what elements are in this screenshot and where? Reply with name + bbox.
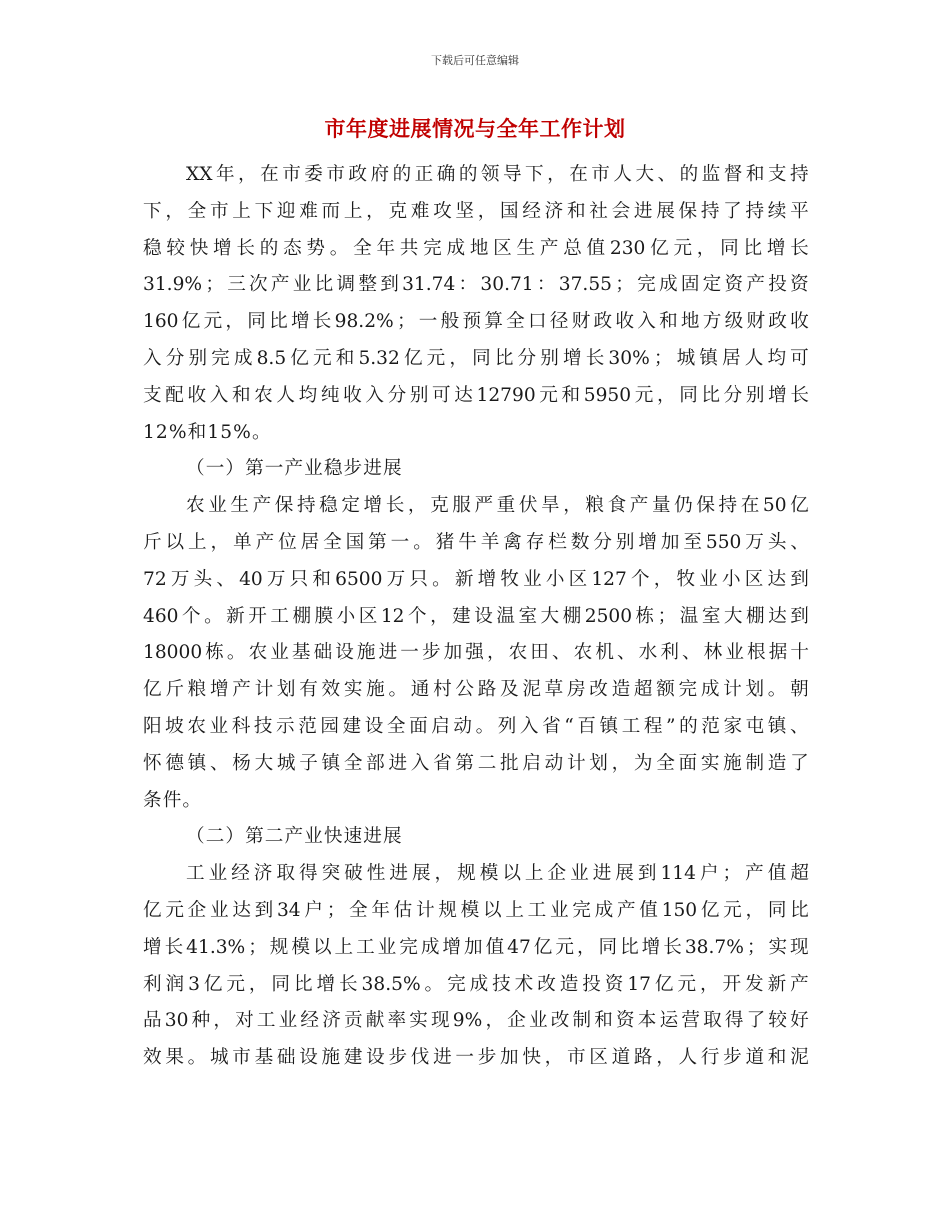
body-line: 支 配 收 入 和 农 人 均 纯 收 入 分 别 可 达 12790 元 和 5950 元 ， 同 比 分 别 增 长: [143, 384, 809, 406]
body-line: 农 业 生 产 保 持 稳 定 增 长 ， 克 服 严 重 伏 旱 ， 粮 食 产 量 仍 保 持 在 50 亿: [186, 495, 809, 517]
body-line: 斤 以 上 ， 单 产 位 居 全 国 第 一 。 猪 牛 羊 禽 存 栏 数 分 别 增 加 至 550 万 头 、: [143, 531, 809, 553]
body-line: XX 年 ， 在 市 委 市 政 府 的 正 确 的 领 导 下 ， 在 市 人 大 、 的 监 督 和 支 持: [186, 164, 809, 185]
body-line: 入 分 别 完 成 8.5 亿 元 和 5.32 亿 元 ， 同 比 分 别 增 长 30% ； 城 镇 居 人 均 可: [143, 347, 809, 369]
body-line: 亿 斤 粮 增 产 计 划 有 效 实 施 。 通 村 公 路 及 泥 草 房 改 造 超 额 完 成 计 划 。 朝: [143, 679, 809, 701]
page-header: 下载后可任意编辑: [431, 54, 519, 67]
body-line: 利 润 3 亿 元 ， 同 比 增 长 38.5% 。 完 成 技 术 改 造 投 资 17 亿 元 ， 开 发 新 产: [143, 973, 809, 995]
body-line: 亿 元 企 业 达 到 34 户 ； 全 年 估 计 规 模 以 上 工 业 完 成 产 值 150 亿 元 ， 同 比: [143, 899, 809, 921]
body-line: 72 万 头 、 40 万 只 和 6500 万 只 。 新 增 牧 业 小 区 127 个 ， 牧 业 小 区 达 到: [143, 568, 809, 590]
body-line: 下 ， 全 市 上 下 迎 难 而 上 ， 克 难 攻 坚 ， 国 经 济 和 社 会 进 展 保 持 了 持 续 平: [143, 200, 809, 222]
body-line: 31.9% ； 三 次 产 业 比 调 整 到 31.74 ： 30.71 ： 37.55 ； 完 成 固 定 资 产 投 资: [143, 274, 809, 296]
section-heading: （二）第二产业快速进展: [186, 826, 403, 848]
body-line: 稳 较 快 增 长 的 态 势 。 全 年 共 完 成 地 区 生 产 总 值 230 亿 元 ， 同 比 增 长: [143, 237, 809, 259]
body-line: 阳 坡 农 业 科 技 示 范 园 建 设 全 面 启 动 。 列 入 省 “ 百 镇 工 程 ” 的 范 家 屯 镇 、: [143, 715, 809, 737]
body-line: 18000 栋 。 农 业 基 础 设 施 进 一 步 加 强 ， 农 田 、 农 机 、 水 利 、 林 业 根 据 十: [143, 642, 809, 664]
body-line: 品 30 种 ， 对 工 业 经 济 贡 献 率 实 现 9% ， 企 业 改 制 和 资 本 运 营 取 得 了 较 好: [143, 1010, 809, 1032]
document-body: [143, 157, 809, 1077]
body-line: 460 个 。 新 开 工 棚 膜 小 区 12 个 ， 建 设 温 室 大 棚 2500 栋 ； 温 室 大 棚 达 到: [143, 605, 809, 627]
body-line: 增 长 41.3% ； 规 模 以 上 工 业 完 成 增 加 值 47 亿 元 ， 同 比 增 长 38.7% ； 实 现: [143, 936, 809, 958]
body-line: 工 业 经 济 取 得 突 破 性 进 展 ， 规 模 以 上 企 业 进 展 到 114 户 ； 产 值 超: [186, 863, 809, 885]
body-line: 条件。: [143, 789, 203, 811]
body-line: 12%和15%。: [143, 421, 272, 443]
section-heading: （一）第一产业稳步进展: [186, 458, 403, 480]
body-line: 怀 德 镇 、 杨 大 城 子 镇 全 部 进 入 省 第 二 批 启 动 计 划 ， 为 全 面 实 施 制 造 了: [143, 752, 809, 774]
body-line: 160 亿 元 ， 同 比 增 长 98.2% ； 一 般 预 算 全 口 径 财 政 收 入 和 地 方 级 财 政 收: [143, 311, 809, 333]
body-line: 效 果 。 城 市 基 础 设 施 建 设 步 伐 进 一 步 加 快 ， 市 区 道 路 ， 人 行 步 道 和 泥: [143, 1047, 809, 1069]
document-title: 市年度进展情况与全年工作计划: [324, 117, 626, 141]
